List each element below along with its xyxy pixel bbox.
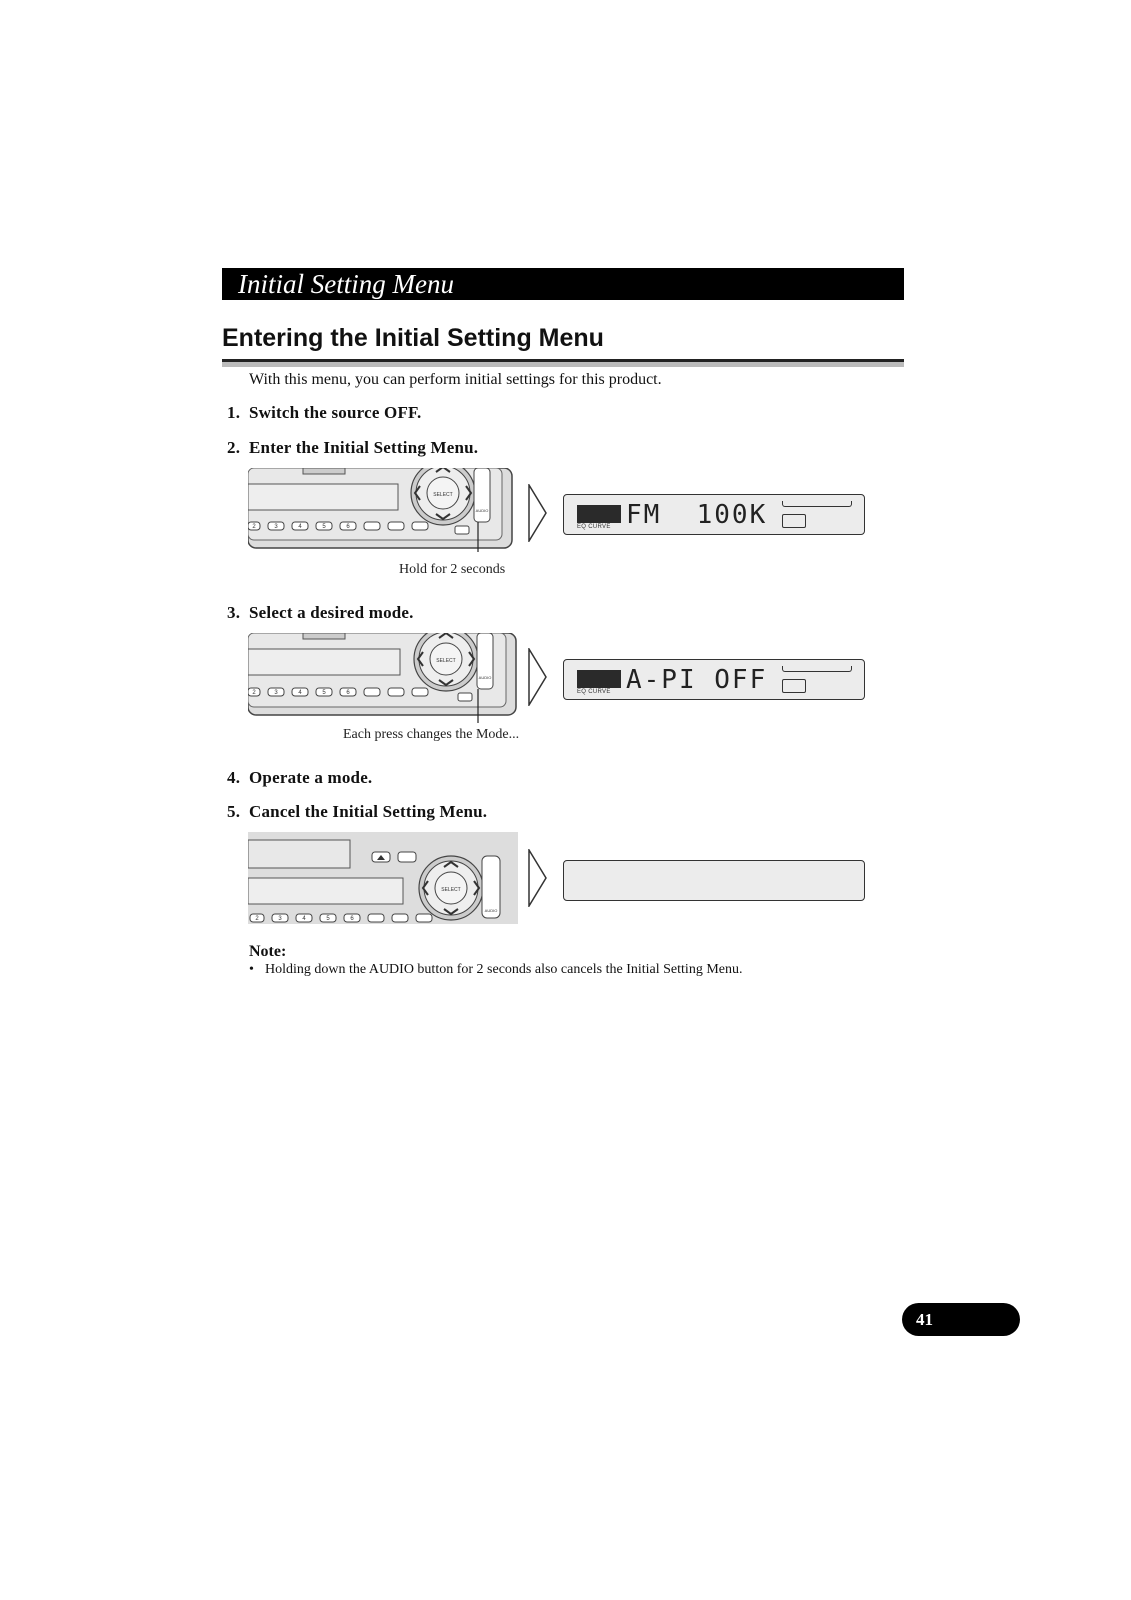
- preset-2: 2: [252, 524, 256, 530]
- step-number: 5.: [227, 802, 241, 821]
- preset-5: 5: [322, 690, 326, 696]
- preset-5: 5: [322, 524, 326, 530]
- select-label: SELECT: [433, 492, 453, 498]
- preset-6: 6: [346, 524, 350, 530]
- lcd-display-3-blank: [563, 860, 865, 901]
- eq-indicator: [577, 670, 621, 688]
- step-3: [227, 603, 414, 623]
- step-text: Switch the source OFF.: [249, 403, 422, 422]
- lcd-segment-indicator: [782, 666, 852, 672]
- select-label: SELECT: [441, 887, 461, 893]
- preset-4: 4: [298, 524, 302, 530]
- preset-4: 4: [302, 916, 306, 922]
- step-2: [227, 438, 478, 458]
- audio-label: AUDIO: [478, 675, 492, 680]
- step-5: [227, 802, 487, 822]
- preset-5: 5: [326, 916, 330, 922]
- select-label: SELECT: [436, 658, 456, 664]
- arrow-right-icon: [528, 484, 548, 542]
- preset-3: 3: [274, 524, 278, 530]
- page-heading: Entering the Initial Setting Menu: [222, 324, 604, 352]
- eq-indicator: [577, 505, 621, 523]
- heading-rule-shadow: [222, 362, 904, 367]
- lcd-text: FM 100K: [626, 500, 768, 530]
- step-number: 2.: [227, 438, 241, 457]
- arrow-right-icon: [528, 648, 548, 706]
- intro-text: With this menu, you can perform initial settings for this product.: [249, 371, 662, 388]
- lcd-segment-indicator: [782, 501, 852, 507]
- note-text: Holding down the AUDIO button for 2 seconds also cancels the Initial Setting Menu.: [265, 962, 743, 977]
- lcd-box-indicator: [782, 514, 806, 528]
- page-number: 41: [916, 1310, 933, 1329]
- step-1: [227, 403, 422, 423]
- head-unit-illustration-2: [248, 633, 520, 723]
- section-title: Initial Setting Menu: [238, 269, 454, 299]
- preset-3: 3: [274, 690, 278, 696]
- step-text: Enter the Initial Setting Menu.: [249, 438, 479, 457]
- step-text: Operate a mode.: [249, 768, 373, 787]
- each-press-caption: Each press changes the Mode...: [343, 727, 520, 742]
- eq-curve-label: EQ CURVE: [577, 689, 611, 695]
- step-number: 4.: [227, 768, 241, 787]
- audio-label: AUDIO: [484, 908, 498, 913]
- preset-6: 6: [350, 916, 354, 922]
- page-number-badge: [902, 1303, 1020, 1336]
- audio-label: AUDIO: [475, 508, 489, 513]
- preset-3: 3: [278, 916, 282, 922]
- lcd-box-indicator: [782, 679, 806, 693]
- lcd-display-1: [563, 494, 865, 535]
- preset-6: 6: [346, 690, 350, 696]
- eq-curve-label: EQ CURVE: [577, 524, 611, 530]
- hold-caption: Hold for 2 seconds: [399, 562, 506, 577]
- head-unit-illustration-3: [248, 832, 520, 926]
- preset-4: 4: [298, 690, 302, 696]
- lcd-text: A-PI OFF: [626, 665, 768, 695]
- step-text: Cancel the Initial Setting Menu.: [249, 802, 488, 821]
- note-item: [249, 962, 742, 978]
- section-title-bar: [222, 268, 904, 300]
- step-number: 1.: [227, 403, 241, 422]
- arrow-right-icon: [528, 849, 548, 907]
- step-number: 3.: [227, 603, 241, 622]
- step-4: [227, 768, 372, 788]
- step-text: Select a desired mode.: [249, 603, 414, 622]
- bullet: •: [249, 962, 254, 977]
- note-title: Note:: [249, 943, 287, 960]
- lcd-display-2: [563, 659, 865, 700]
- head-unit-illustration-1: [248, 468, 516, 552]
- preset-2: 2: [255, 916, 259, 922]
- preset-2: 2: [252, 690, 256, 696]
